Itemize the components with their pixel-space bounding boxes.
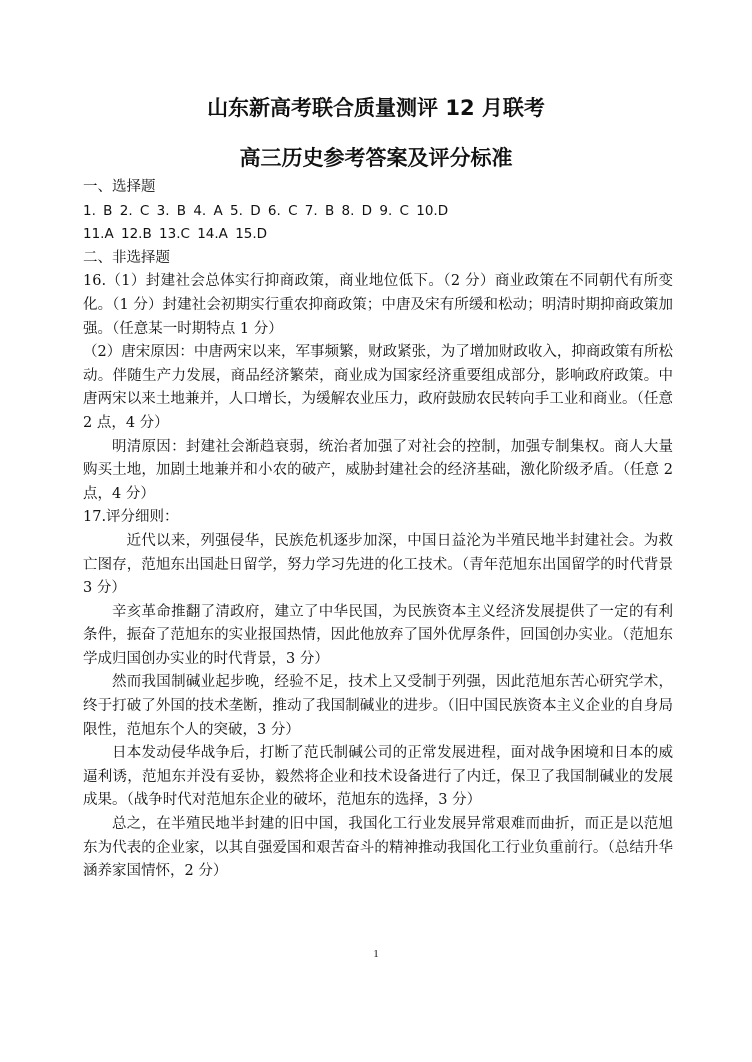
q17-paragraph: 近代以来，列强侵华，民族危机逐步加深，中国日益沦为半殖民地半封建社会。为救亡图存，范旭东出国赴日留学，努力学习先进的化工技术。（青年范旭东出国留学的时代背景 3 分） [83, 532, 673, 597]
q16-part2: （2）唐宋原因：中唐两宋以来，军事频繁，财政紧张，为了增加财政收入，抑商政策有所松动。伴随生产力发展，商品经济繁荣，商业成为国家经济重要组成部分，影响政府政策。中唐两宋以来土地兼并，人口增长，为缓解农业压力，政府鼓励农民转向手工业和商业。（任意 2 点，4 分） [83, 344, 673, 431]
q17-heading: 17.评分细则： [83, 509, 179, 526]
section-heading-non-multiple-choice: 二、非选择题 [83, 249, 170, 266]
q16-part1: 16.（1）封建社会总体实行抑商政策，商业地位低下。（2 分）商业政策在不同朝代有所变化。（1 分）封建社会初期实行重农抑商政策；中唐及宋有所缓和松动；明清时期抑商政策加强。（任意某一时期特点 1 分） [83, 273, 673, 337]
mc-answers-row-1: 1. B 2. C 3. B 4. A 5. D 6. C 7. B 8. D 9. C 10.D [83, 202, 449, 219]
mc-answers-row-2: 11.A 12.B 13.C 14.A 15.D [83, 226, 268, 243]
page-number: 1 [373, 948, 379, 960]
q17-paragraph: 日本发动侵华战争后，打断了范氏制碱公司的正常发展进程，面对战争困境和日本的威逼利诱，范旭东并没有妥协，毅然将企业和技术设备进行了内迁，保卫了我国制碱业的发展成果。（战争时代对范旭东企业的破坏，范旭东的选择，3 分） [83, 745, 673, 809]
section-heading-multiple-choice: 一、选择题 [83, 179, 156, 195]
q17-paragraph: 然而我国制碱业起步晚，经验不足，技术上又受制于列强，因此范旭东苦心研究学术，终于打破了外国的技术垄断，推动了我国制碱业的进步。（旧中国民族资本主义企业的自身局限性，范旭东个人的突破，3 分） [83, 674, 673, 738]
document-subtitle: 高三历史参考答案及评分标准 [239, 146, 513, 170]
answer-key-body [83, 176, 673, 884]
q16-part2-ming-qing: 明清原因：封建社会渐趋衰弱，统治者加强了对社会的控制，加强专制集权。商人大量购买土地，加剧土地兼并和小农的破产，威胁封建社会的经济基础，激化阶级矛盾。（任意 2 点，4 分） [83, 438, 673, 502]
q17-paragraph: 总之，在半殖民地半封建的旧中国，我国化工行业发展异常艰难而曲折，而正是以范旭东为代表的企业家，以其自强爱国和艰苦奋斗的精神推动我国化工行业负重前行。（总结升华涵养家国情怀，2 分） [83, 816, 673, 880]
document-title: 山东新高考联合质量测评 12 月联考 [207, 96, 545, 120]
q17-paragraph: 辛亥革命推翻了清政府，建立了中华民国，为民族资本主义经济发展提供了一定的有利条件，振奋了范旭东的实业报国热情，因此他放弃了国外优厚条件，回国创办实业。（范旭东学成归国创办实业的时代背景，3 分） [83, 603, 673, 667]
